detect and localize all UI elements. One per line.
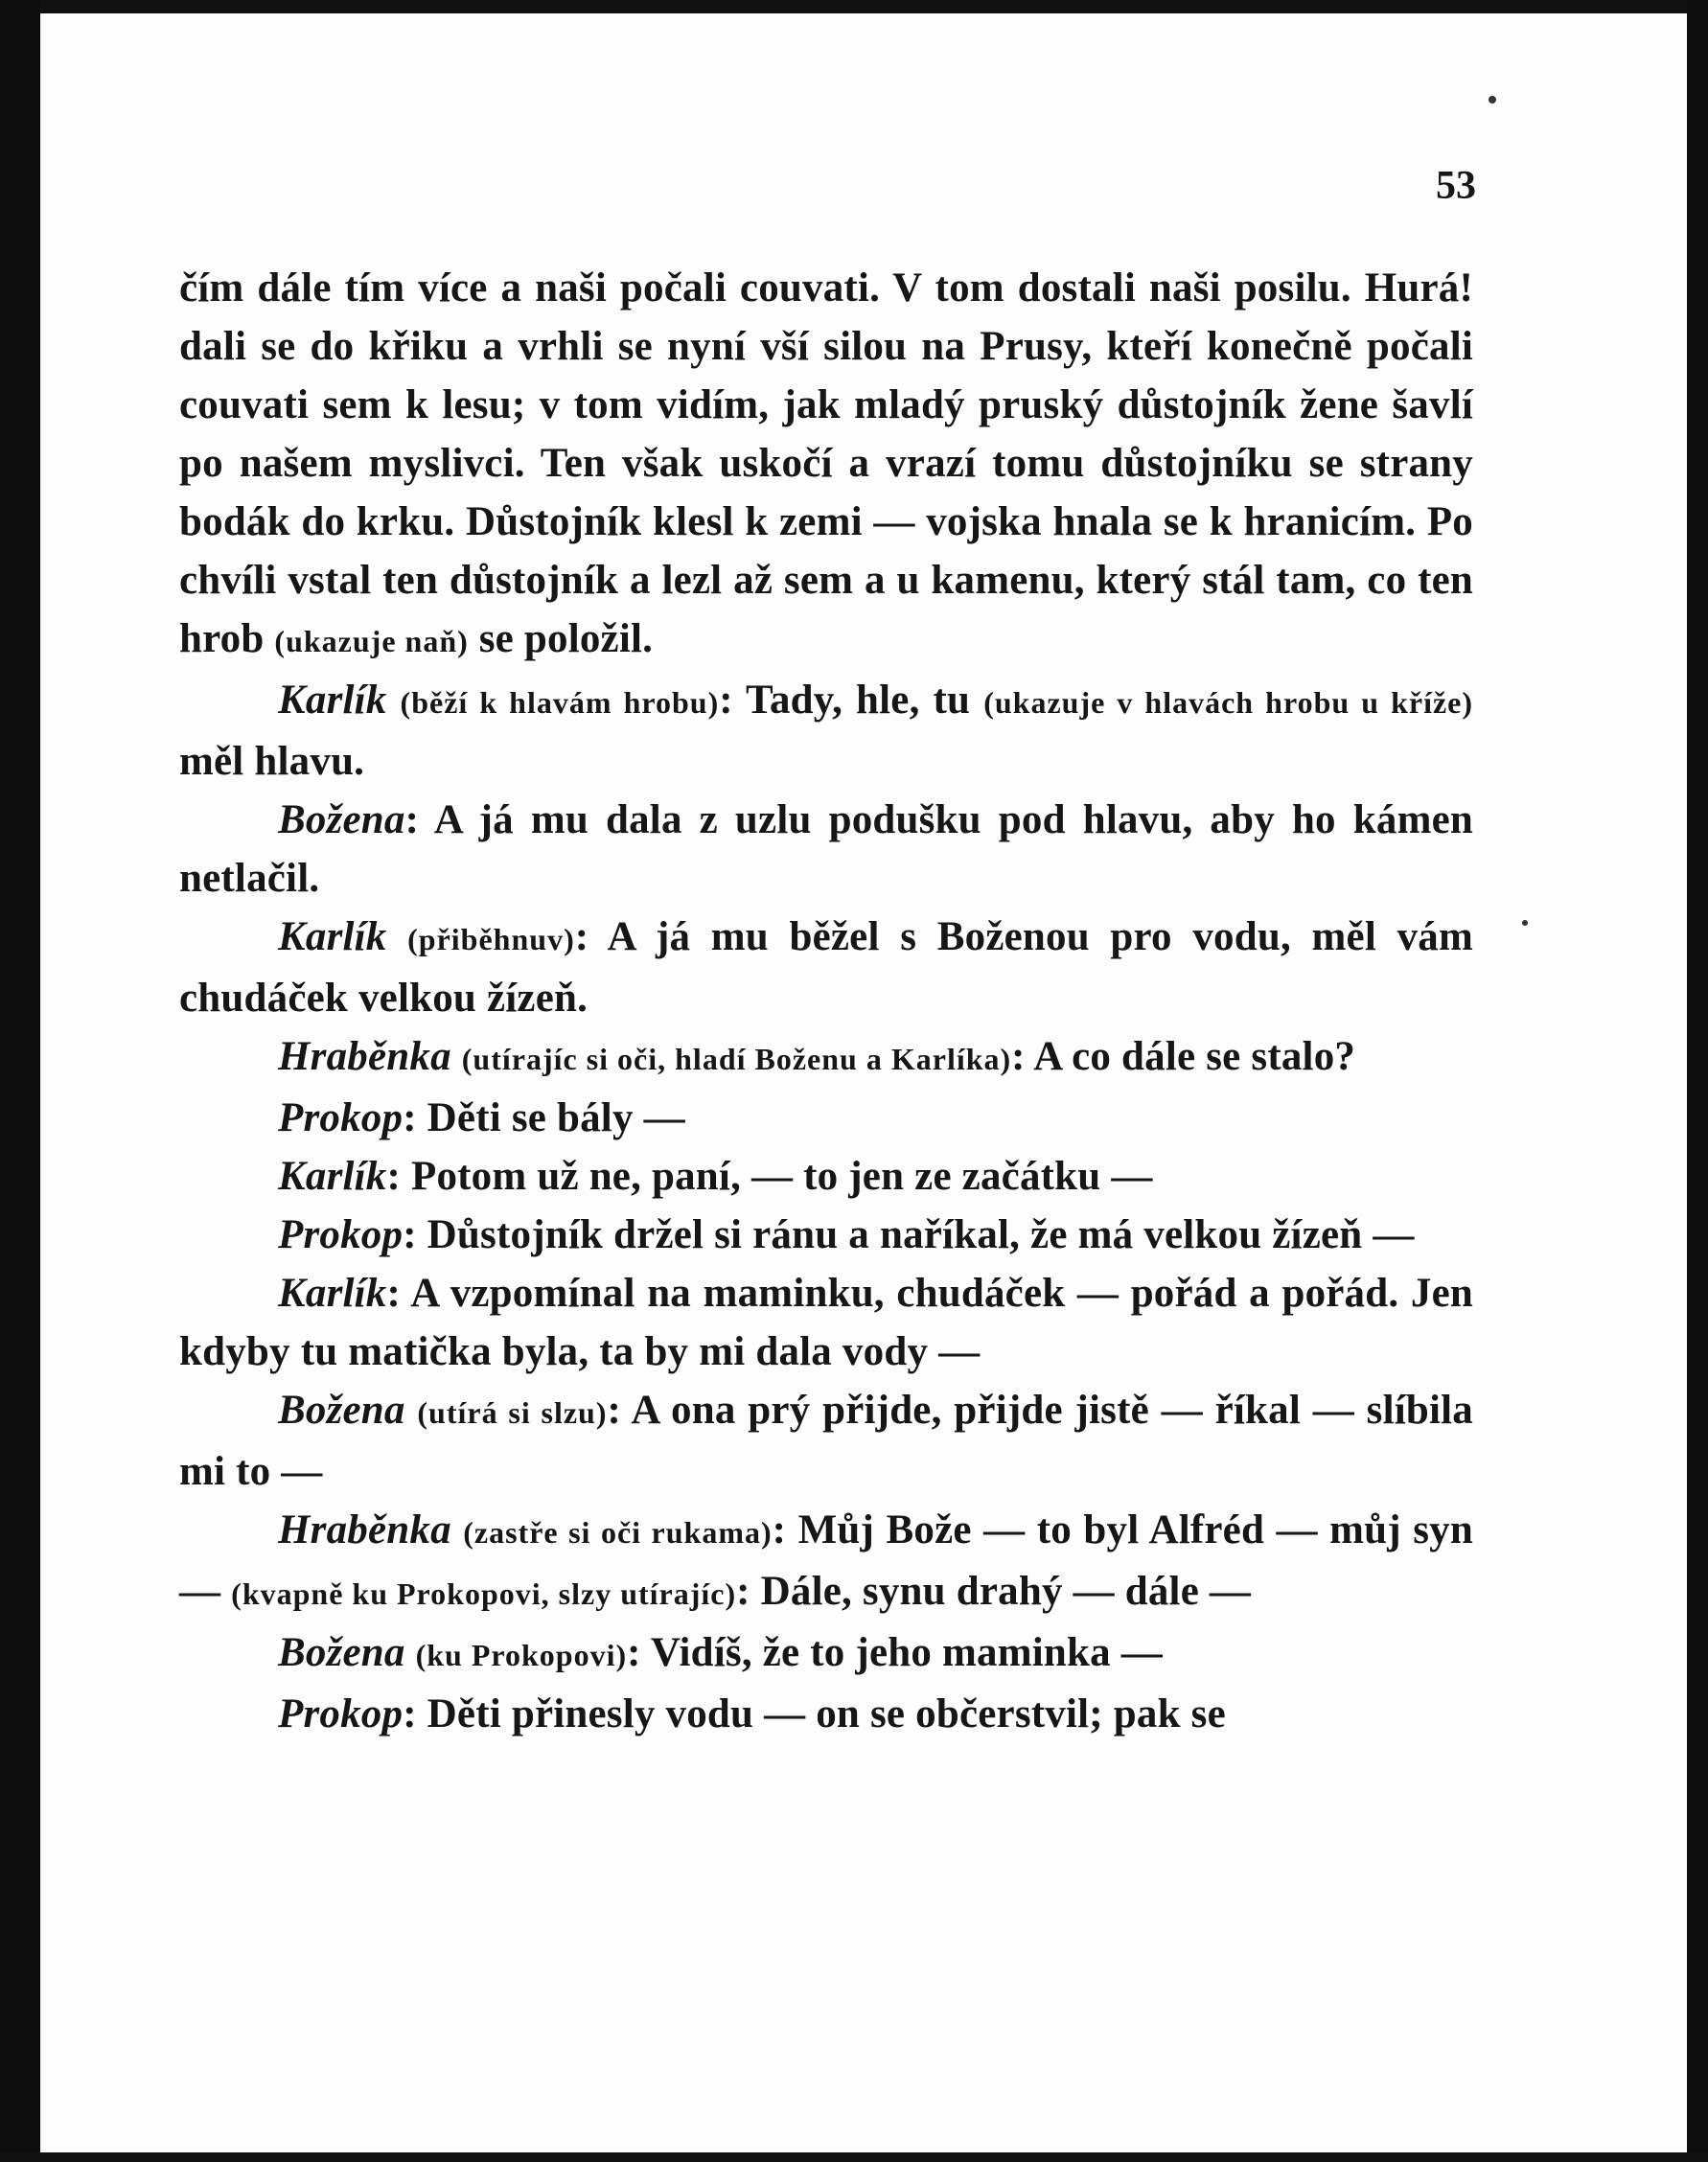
speaker-name: Hraběnka [278,1507,451,1552]
scan-border-top [0,0,1708,13]
speech-paragraph [179,1685,1473,1743]
narration-text: čím dále tím více a naši počali couvati. V tom dostali naši posilu. Hurá! dali se do křiku a vrhli se nyní vší silou na Prusy, kteří konečně počali couvati sem k lesu; v tom vidím, jak mladý pruský důstojník žene šavlí po našem myslivci. Ten však uskočí a vrazí tomu důstojníku se strany bodák do krku. Důstojník klesl k zemi — vojska hnala se k hranicím. Po chvíli vstal ten důstojník a lezl až sem a u kamenu, který stál tam, co ten hrob [179,265,1473,661]
speech-paragraph [179,1623,1473,1685]
speech-text: : A ona prý přijde, přijde jistě — říkal — slíbila mi to — [179,1388,1474,1494]
speaker-name: Božena [278,797,405,842]
speech-text: : A vzpomínal na maminku, chudáček — pořád a pořád. Jen kdyby tu matička byla, ta by mi dala vody — [179,1271,1473,1374]
speech-text: : Děti přinesly vodu — on se občerstvil; pak se [403,1691,1226,1736]
stage-direction: (utírá si slzu) [417,1395,608,1430]
speaker-name: Prokop [278,1691,404,1736]
narration-text-end: se položil. [478,616,654,661]
page-text [179,259,1473,1743]
speech-paragraph [179,1089,1473,1147]
stage-direction: (kvapně ku Prokopovi, slzy utírajíc) [231,1576,737,1611]
speech-text: : Můj Bože — to byl Alfréd — můj syn — [179,1507,1474,1614]
speaker-name: Božena [278,1388,405,1433]
speech-text: : A já mu dala z uzlu podušku pod hlavu, aby ho kámen netlačil. [179,797,1473,901]
speaker-name: Karlík [278,678,387,723]
speech-text: : Dále, synu drahý — dále — [736,1569,1252,1614]
speech-paragraph [179,1381,1473,1501]
speech-text: měl hlavu. [179,739,365,784]
stage-direction: (přiběhnuv) [407,922,575,956]
speech-paragraph [179,1264,1473,1381]
stage-direction: (běží k hlavám hrobu) [400,685,720,720]
speech-text: : A co dále se stalo? [1011,1034,1356,1079]
speech-paragraph [179,1206,1473,1264]
stage-direction: (zastře si oči rukama) [463,1515,773,1550]
speaker-name: Karlík [278,914,387,959]
speech-text: : A já mu běžel s Boženou pro vodu, měl vám chudáček velkou žízeň. [179,914,1473,1021]
speaker-name: Hraběnka [278,1034,451,1079]
stage-direction: (ku Prokopovi) [415,1638,628,1672]
speech-text: : Důstojník držel si ránu a naříkal, že má velkou žízeň — [403,1212,1415,1257]
speaker-name: Božena [278,1630,405,1675]
speech-paragraph [179,1501,1473,1623]
stage-direction: (utírajíc si oči, hladí Boženu a Karlíka) [461,1042,1012,1076]
scan-border-right [1687,0,1708,2162]
speech-text: : Děti se bály — [403,1095,685,1140]
page-number: 53 [1436,164,1476,208]
stage-direction: (ukazuje naň) [274,624,469,658]
speaker-name: Prokop [278,1095,404,1140]
speech-paragraph [179,671,1473,791]
speaker-name: Karlík [278,1271,387,1316]
scan-border-left [0,0,40,2162]
speech-text: : Vidíš, že to jeho maminka — [627,1630,1163,1675]
scan-border-bottom [0,2152,1708,2162]
ink-speck [1522,920,1528,926]
ink-speck [1489,96,1496,104]
speech-text: : Potom už ne, paní, — to jen ze začátku — [386,1154,1153,1199]
speech-paragraph [179,908,1473,1027]
speech-paragraph [179,1027,1473,1089]
speaker-name: Karlík [278,1154,387,1199]
narration-paragraph [179,259,1473,671]
speech-paragraph [179,1147,1473,1206]
stage-direction: (ukazuje v hlavách hrobu u kříže) [983,685,1474,720]
speaker-name: Prokop [278,1212,404,1257]
speech-paragraph [179,791,1473,908]
speech-text: : Tady, hle, tu [719,678,971,723]
